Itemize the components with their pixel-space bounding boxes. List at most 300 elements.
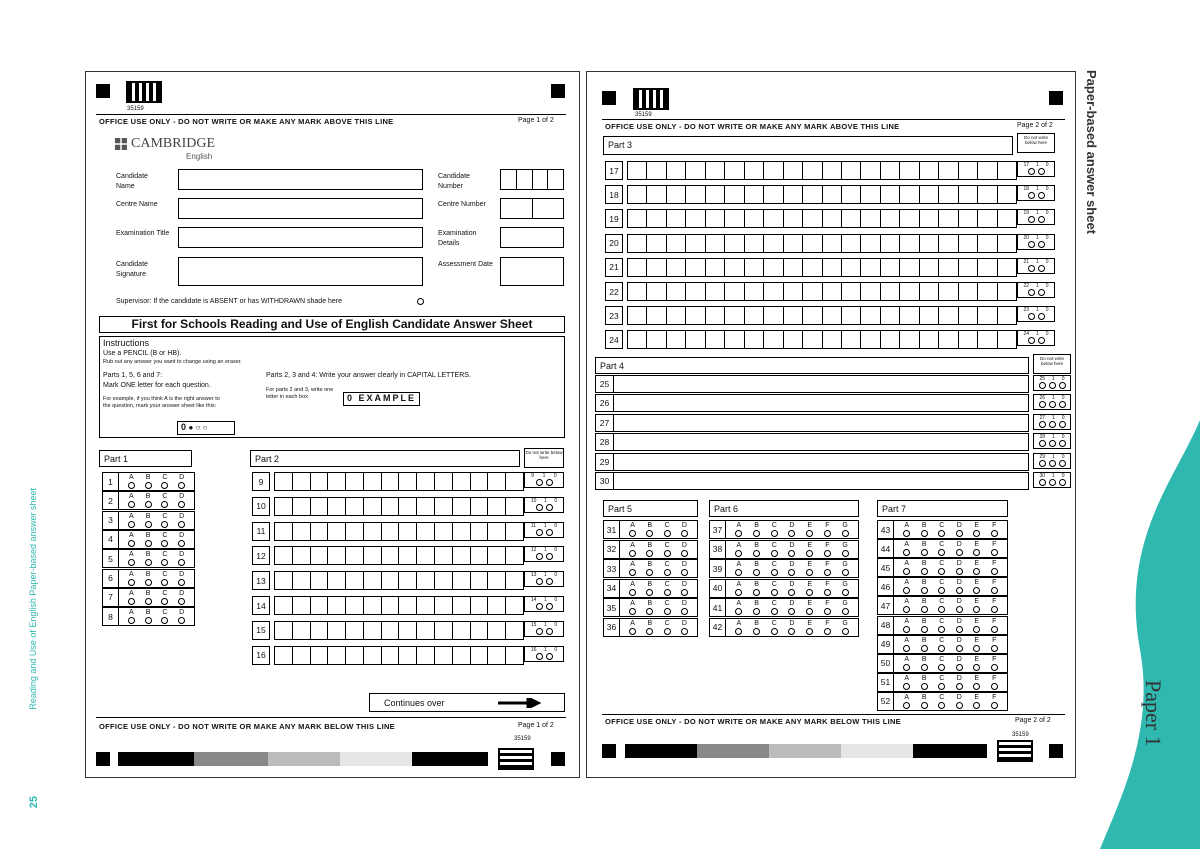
office-use-bottom-2: OFFICE USE ONLY - DO NOT WRITE OR MAKE ANY MARK BELOW THIS LINE	[605, 717, 901, 726]
question-number: 21	[605, 258, 623, 277]
answer-option-a[interactable]: A	[629, 600, 636, 615]
answer-option-d[interactable]: D	[956, 522, 963, 537]
examiner-mark-box: 19 1 0	[1017, 209, 1055, 225]
timing-mark	[551, 84, 565, 98]
question-number: 13	[252, 571, 270, 590]
answer-option-f[interactable]: F	[824, 561, 831, 576]
answer-option-d[interactable]: D	[178, 590, 185, 605]
write-line[interactable]	[595, 472, 1029, 490]
exam-title-label: Examination Title	[116, 230, 170, 237]
answer-option-b[interactable]: B	[921, 694, 928, 709]
question-number: 34	[604, 580, 620, 597]
arrow-right-icon	[498, 698, 544, 708]
mc-question-row	[603, 618, 698, 637]
answer-option-a[interactable]: A	[128, 590, 135, 605]
letter-boxes[interactable]	[627, 306, 1017, 325]
answer-option-c[interactable]: C	[938, 598, 945, 613]
instr-parts-1b: Mark ONE letter for each question.	[103, 382, 211, 389]
answer-option-e[interactable]: E	[973, 522, 980, 537]
brand-name: CAMBRIDGE	[131, 136, 216, 151]
answer-option-g[interactable]: G	[842, 581, 849, 596]
answer-option-c[interactable]: C	[161, 551, 168, 566]
mc-question-row	[102, 491, 195, 510]
answer-option-b[interactable]: B	[145, 590, 152, 605]
answer-option-b[interactable]: B	[646, 561, 653, 576]
mc-question-row	[709, 618, 859, 637]
answer-option-b[interactable]: B	[921, 675, 928, 690]
answer-option-b[interactable]: B	[145, 532, 152, 547]
question-number: 7	[103, 589, 119, 606]
answer-option-c[interactable]: C	[938, 675, 945, 690]
question-number: 40	[710, 580, 726, 597]
answer-option-a[interactable]: A	[629, 522, 636, 537]
answer-option-f[interactable]: F	[824, 542, 831, 557]
instructions-box	[99, 336, 565, 438]
centre-name-label: Centre Name	[116, 201, 158, 208]
answer-option-a[interactable]: A	[128, 493, 135, 508]
write-line[interactable]	[595, 375, 1029, 393]
examiner-mark-box: 22 1 0	[1017, 282, 1055, 298]
answer-option-b[interactable]: B	[145, 609, 152, 624]
question-number: 3	[103, 512, 119, 529]
examiner-mark-box: 18 1 0	[1017, 185, 1055, 201]
mc-question-row	[709, 520, 859, 539]
answer-option-g[interactable]: G	[842, 542, 849, 557]
question-number: 10	[252, 497, 270, 516]
answer-option-e[interactable]: E	[973, 656, 980, 671]
answer-option-d[interactable]: D	[956, 579, 963, 594]
answer-option-b[interactable]: B	[921, 560, 928, 575]
answer-option-d[interactable]: D	[956, 560, 963, 575]
answer-option-e[interactable]: E	[806, 522, 813, 537]
mc-question-row	[877, 654, 1008, 673]
letter-boxes[interactable]	[627, 234, 1017, 253]
answer-option-c[interactable]: C	[664, 542, 671, 557]
sheet-barcode-2	[633, 88, 669, 110]
answer-option-b[interactable]: B	[921, 637, 928, 652]
answer-option-d[interactable]: D	[681, 620, 688, 635]
letter-boxes[interactable]	[627, 209, 1017, 228]
letter-boxes[interactable]	[627, 330, 1017, 349]
question-number: 36	[604, 619, 620, 636]
answer-option-c[interactable]: C	[664, 581, 671, 596]
answer-option-b[interactable]: B	[145, 474, 152, 489]
answer-option-f[interactable]: F	[824, 600, 831, 615]
teal-wave-decoration	[1080, 420, 1200, 849]
answer-option-d[interactable]: D	[178, 513, 185, 528]
part-5-header: Part 5	[603, 500, 698, 517]
answer-option-a[interactable]: A	[903, 618, 910, 633]
answer-option-c[interactable]: C	[938, 618, 945, 633]
answer-option-c[interactable]: C	[161, 493, 168, 508]
answer-option-e[interactable]: E	[806, 561, 813, 576]
candidate-name-label: Candidate Name	[116, 173, 148, 190]
answer-option-d[interactable]: D	[681, 600, 688, 615]
examiner-mark-box: 24 1 0	[1017, 330, 1055, 346]
question-number: 30	[596, 473, 614, 489]
write-line[interactable]	[595, 394, 1029, 412]
answer-option-a[interactable]: A	[735, 561, 742, 576]
answer-option-b[interactable]: B	[921, 598, 928, 613]
answer-option-d[interactable]: D	[956, 675, 963, 690]
answer-option-a[interactable]: A	[903, 598, 910, 613]
supervisor-note: Supervisor: If the candidate is ABSENT or has WITHDRAWN shade here	[116, 298, 343, 305]
examiner-mark-box: 26 1 0	[1033, 394, 1071, 410]
answer-option-c[interactable]: C	[161, 513, 168, 528]
answer-option-d[interactable]: D	[178, 532, 185, 547]
question-number: 52	[878, 693, 894, 710]
answer-option-g[interactable]: G	[842, 600, 849, 615]
question-number: 50	[878, 655, 894, 672]
answer-option-d[interactable]: D	[681, 542, 688, 557]
answer-option-f[interactable]: F	[824, 620, 831, 635]
write-line[interactable]	[595, 414, 1029, 432]
mc-question-row	[102, 511, 195, 530]
answer-option-d[interactable]: D	[956, 598, 963, 613]
answer-option-b[interactable]: B	[753, 600, 760, 615]
answer-option-b[interactable]: B	[753, 620, 760, 635]
letter-boxes[interactable]	[274, 546, 524, 565]
question-number: 6	[103, 570, 119, 587]
answer-option-b[interactable]: B	[646, 581, 653, 596]
answer-option-g[interactable]: G	[842, 522, 849, 537]
question-number: 24	[605, 330, 623, 349]
answer-option-d[interactable]: D	[178, 474, 185, 489]
answer-option-c[interactable]: C	[938, 560, 945, 575]
question-number: 15	[252, 621, 270, 640]
mc-question-row	[877, 520, 1008, 539]
answer-option-e[interactable]: E	[806, 620, 813, 635]
page-indicator-2: Page 2 of 2	[1017, 122, 1053, 129]
mc-question-row	[102, 472, 195, 491]
answer-option-a[interactable]: A	[735, 542, 742, 557]
answer-option-f[interactable]: F	[991, 560, 998, 575]
question-number: 42	[710, 619, 726, 636]
answer-option-b[interactable]: B	[921, 522, 928, 537]
assessment-date-label: Assessment Date	[438, 261, 493, 268]
sheet-code-2: 35159	[635, 112, 652, 118]
answer-option-e[interactable]: E	[973, 560, 980, 575]
office-use-bottom: OFFICE USE ONLY - DO NOT WRITE OR MAKE ANY MARK BELOW THIS LINE	[99, 722, 395, 731]
answer-option-e[interactable]: E	[973, 541, 980, 556]
answer-option-d[interactable]: D	[788, 581, 795, 596]
answer-option-c[interactable]: C	[938, 579, 945, 594]
answer-option-e[interactable]: E	[806, 600, 813, 615]
answer-option-b[interactable]: B	[145, 493, 152, 508]
answer-option-a[interactable]: A	[128, 532, 135, 547]
office-use-top: OFFICE USE ONLY - DO NOT WRITE OR MAKE ANY MARK ABOVE THIS LINE	[99, 117, 394, 126]
answer-option-d[interactable]: D	[178, 493, 185, 508]
letter-boxes[interactable]	[274, 596, 524, 615]
question-number: 44	[878, 540, 894, 557]
answer-option-f[interactable]: F	[991, 637, 998, 652]
answer-option-c[interactable]: C	[664, 620, 671, 635]
mc-question-row	[709, 559, 859, 578]
mc-question-row	[709, 579, 859, 598]
question-number: 28	[596, 434, 614, 450]
mc-question-row	[102, 549, 195, 568]
mc-question-row	[877, 539, 1008, 558]
mc-question-row	[709, 540, 859, 559]
answer-option-b[interactable]: B	[646, 522, 653, 537]
answer-option-c[interactable]: C	[161, 474, 168, 489]
answer-option-f[interactable]: F	[991, 541, 998, 556]
answer-option-e[interactable]: E	[973, 618, 980, 633]
answer-option-f[interactable]: F	[824, 522, 831, 537]
instr-parts-1: Parts 1, 5, 6 and 7:	[103, 372, 163, 379]
answer-option-a[interactable]: A	[903, 675, 910, 690]
question-number: 26	[596, 395, 614, 411]
question-number: 27	[596, 415, 614, 431]
side-title: Paper-based answer sheet	[1084, 70, 1099, 235]
exam-details-label: Examination Details	[438, 230, 477, 247]
letter-boxes[interactable]	[627, 185, 1017, 204]
assessment-date-field[interactable]	[500, 257, 564, 286]
answer-option-a[interactable]: A	[903, 656, 910, 671]
write-line[interactable]	[595, 453, 1029, 471]
question-number: 8	[103, 608, 119, 625]
centre-name-field[interactable]	[178, 198, 423, 219]
answer-option-d[interactable]: D	[788, 620, 795, 635]
answer-option-c[interactable]: C	[938, 541, 945, 556]
answer-option-e[interactable]: E	[973, 598, 980, 613]
answer-option-b[interactable]: B	[921, 656, 928, 671]
question-number: 32	[604, 541, 620, 558]
answer-option-d[interactable]: D	[956, 694, 963, 709]
sheet-code-bottom: 35159	[514, 736, 531, 742]
mc-question-row	[102, 607, 195, 626]
centre-number-field[interactable]	[500, 198, 564, 219]
part-6-header: Part 6	[709, 500, 859, 517]
examiner-mark-box: 10 1 0	[524, 497, 564, 513]
examiner-mark-box: 13 1 0	[524, 571, 564, 587]
exam-details-field[interactable]	[500, 227, 564, 248]
answer-option-b[interactable]: B	[646, 600, 653, 615]
answer-option-a[interactable]: A	[629, 561, 636, 576]
write-line[interactable]	[595, 433, 1029, 451]
answer-option-d[interactable]: D	[178, 571, 185, 586]
instr-line-2: Rub out any answer you want to change using an eraser.	[103, 359, 242, 365]
answer-option-a[interactable]: A	[903, 541, 910, 556]
answer-option-b[interactable]: B	[753, 542, 760, 557]
mc-question-row	[709, 598, 859, 617]
answer-option-a[interactable]: A	[629, 620, 636, 635]
answer-option-b[interactable]: B	[145, 571, 152, 586]
answer-option-c[interactable]: C	[161, 590, 168, 605]
examiner-mark-box: 17 1 0	[1017, 161, 1055, 177]
cambridge-crest-icon	[114, 137, 128, 151]
answer-option-a[interactable]: A	[903, 579, 910, 594]
answer-option-c[interactable]: C	[938, 522, 945, 537]
answer-option-a[interactable]: A	[735, 600, 742, 615]
answer-option-f[interactable]: F	[991, 618, 998, 633]
question-number: 1	[103, 473, 119, 490]
instr-parts-2: Parts 2, 3 and 4: Write your answer clearly in CAPITAL LETTERS.	[266, 372, 471, 379]
answer-option-d[interactable]: D	[681, 522, 688, 537]
mc-question-row	[102, 588, 195, 607]
question-number: 35	[604, 599, 620, 616]
sheet-code-bottom-2: 35159	[1012, 732, 1029, 738]
answer-option-e[interactable]: E	[806, 542, 813, 557]
letter-boxes[interactable]	[274, 571, 524, 590]
answer-option-f[interactable]: F	[991, 579, 998, 594]
answer-option-b[interactable]: B	[753, 581, 760, 596]
part-1-header: Part 1	[99, 450, 192, 467]
answer-option-d[interactable]: D	[956, 656, 963, 671]
absent-bubble[interactable]	[417, 298, 424, 305]
answer-option-b[interactable]: B	[145, 551, 152, 566]
letter-boxes[interactable]	[627, 161, 1017, 180]
answer-option-a[interactable]: A	[735, 620, 742, 635]
mc-question-row	[877, 577, 1008, 596]
answer-option-g[interactable]: G	[842, 620, 849, 635]
mc-question-row	[603, 540, 698, 559]
question-number: 22	[605, 282, 623, 301]
sheet-title: First for Schools Reading and Use of English Candidate Answer Sheet	[99, 316, 565, 333]
examiner-mark-box: 28 1 0	[1033, 433, 1071, 449]
candidate-signature-field[interactable]	[178, 257, 423, 286]
answer-option-a[interactable]: A	[735, 522, 742, 537]
examiner-mark-box: 23 1 0	[1017, 306, 1055, 322]
question-number: 37	[710, 521, 726, 538]
answer-option-d[interactable]: D	[178, 609, 185, 624]
answer-option-a[interactable]: A	[903, 522, 910, 537]
mc-question-row	[603, 559, 698, 578]
answer-option-a[interactable]: A	[128, 474, 135, 489]
letter-boxes[interactable]	[627, 258, 1017, 277]
mc-question-row	[877, 692, 1008, 711]
examiner-mark-box: 14 1 0	[524, 596, 564, 612]
answer-option-b[interactable]: B	[145, 513, 152, 528]
answer-option-d[interactable]: D	[681, 581, 688, 596]
answer-option-d[interactable]: D	[956, 541, 963, 556]
answer-option-d[interactable]: D	[956, 637, 963, 652]
letter-boxes[interactable]	[274, 621, 524, 640]
paper-label: Paper 1	[1141, 680, 1166, 747]
letter-boxes[interactable]	[274, 497, 524, 516]
answer-option-c[interactable]: C	[938, 656, 945, 671]
answer-option-e[interactable]: E	[973, 579, 980, 594]
answer-option-b[interactable]: B	[753, 522, 760, 537]
answer-option-a[interactable]: A	[903, 560, 910, 575]
answer-option-c[interactable]: C	[664, 561, 671, 576]
mc-question-row	[102, 569, 195, 588]
question-number: 14	[252, 596, 270, 615]
question-number: 47	[878, 597, 894, 614]
answer-option-c[interactable]: C	[161, 532, 168, 547]
answer-option-a[interactable]: A	[903, 694, 910, 709]
examiner-mark-box: 15 1 0	[524, 621, 564, 637]
candidate-number-field[interactable]	[500, 169, 564, 190]
letter-boxes[interactable]	[274, 522, 524, 541]
answer-option-a[interactable]: A	[735, 581, 742, 596]
answer-option-f[interactable]: F	[991, 522, 998, 537]
brand-sub: English	[186, 152, 213, 161]
answer-option-a[interactable]: A	[629, 542, 636, 557]
answer-option-f[interactable]: F	[824, 581, 831, 596]
answer-option-b[interactable]: B	[921, 618, 928, 633]
letter-boxes[interactable]	[627, 282, 1017, 301]
answer-option-c[interactable]: C	[771, 581, 778, 596]
answer-option-c[interactable]: C	[161, 609, 168, 624]
answer-option-c[interactable]: C	[771, 620, 778, 635]
answer-option-d[interactable]: D	[956, 618, 963, 633]
answer-option-a[interactable]: A	[128, 571, 135, 586]
answer-option-b[interactable]: B	[921, 579, 928, 594]
answer-option-c[interactable]: C	[771, 600, 778, 615]
candidate-name-field[interactable]	[178, 169, 423, 190]
question-number: 49	[878, 636, 894, 653]
answer-option-d[interactable]: D	[788, 522, 795, 537]
answer-option-b[interactable]: B	[646, 542, 653, 557]
part-4-header: Part 4	[595, 357, 1029, 374]
answer-option-a[interactable]: A	[629, 581, 636, 596]
mc-question-row	[877, 596, 1008, 615]
answer-option-a[interactable]: A	[128, 551, 135, 566]
exam-title-field[interactable]	[178, 227, 423, 248]
letter-boxes[interactable]	[274, 472, 524, 491]
answer-option-f[interactable]: F	[991, 675, 998, 690]
mc-question-row	[877, 673, 1008, 692]
example-mark: 0 ● ○ ○	[177, 421, 235, 435]
answer-option-d[interactable]: D	[788, 561, 795, 576]
answer-option-c[interactable]: C	[161, 571, 168, 586]
page-indicator-bottom-2: Page 2 of 2	[1015, 717, 1051, 724]
question-number: 38	[710, 541, 726, 558]
answer-option-g[interactable]: G	[842, 561, 849, 576]
answer-option-c[interactable]: C	[664, 522, 671, 537]
answer-option-f[interactable]: F	[991, 656, 998, 671]
question-number: 12	[252, 546, 270, 565]
examiner-mark-box: 11 1 0	[524, 522, 564, 538]
answer-option-a[interactable]: A	[128, 513, 135, 528]
letter-boxes[interactable]	[274, 646, 524, 665]
page-indicator: Page 1 of 2	[518, 117, 554, 124]
answer-option-f[interactable]: F	[991, 598, 998, 613]
answer-option-a[interactable]: A	[903, 637, 910, 652]
answer-option-c[interactable]: C	[938, 637, 945, 652]
answer-option-e[interactable]: E	[806, 581, 813, 596]
answer-option-b[interactable]: B	[753, 561, 760, 576]
answer-option-c[interactable]: C	[771, 522, 778, 537]
answer-option-b[interactable]: B	[646, 620, 653, 635]
do-not-write-label-4: Do not write below here	[1033, 354, 1071, 374]
answer-option-c[interactable]: C	[938, 694, 945, 709]
answer-option-d[interactable]: D	[178, 551, 185, 566]
answer-option-e[interactable]: E	[973, 637, 980, 652]
answer-option-c[interactable]: C	[664, 600, 671, 615]
candidate-signature-label: Candidate Signature	[116, 261, 148, 278]
answer-option-e[interactable]: E	[973, 675, 980, 690]
answer-option-c[interactable]: C	[771, 542, 778, 557]
question-number: 2	[103, 492, 119, 509]
answer-option-b[interactable]: B	[921, 541, 928, 556]
do-not-write-label-3: Do not write below here	[1017, 133, 1055, 153]
question-number: 25	[596, 376, 614, 392]
answer-option-e[interactable]: E	[973, 694, 980, 709]
instructions-heading: Instructions	[103, 338, 150, 348]
answer-option-d[interactable]: D	[788, 542, 795, 557]
answer-sheet-page-2	[586, 71, 1076, 778]
answer-option-c[interactable]: C	[771, 561, 778, 576]
sheet-code: 35159	[127, 106, 144, 112]
answer-option-f[interactable]: F	[991, 694, 998, 709]
answer-option-d[interactable]: D	[788, 600, 795, 615]
question-number: 33	[604, 560, 620, 577]
mc-question-row	[603, 520, 698, 539]
answer-option-d[interactable]: D	[681, 561, 688, 576]
answer-option-a[interactable]: A	[128, 609, 135, 624]
